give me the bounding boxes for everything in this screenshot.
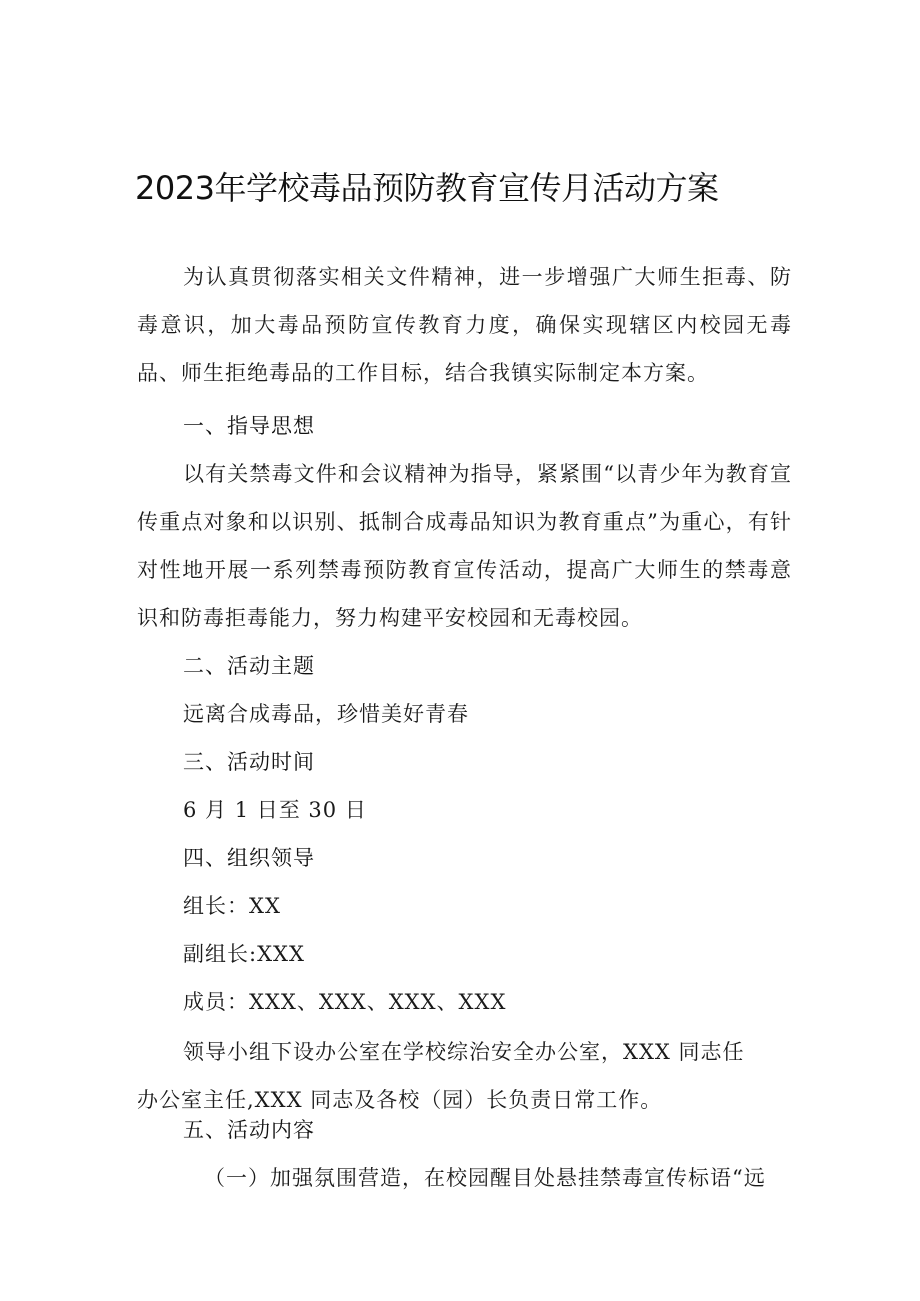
content-item-1: （一）加强氛围营造，在校园醒目处悬挂禁毒宣传标语“远 bbox=[204, 1166, 766, 1190]
section-heading-theme: 二、活动主题 bbox=[183, 654, 315, 678]
guiding-paragraph: 以有关禁毒文件和会议精神为指导，紧紧围“以青少年为教育宣传重点对象和以识别、抵制合成毒品知识为教育重点”为重心，有针对性地开展一系列禁毒预防教育宣传活动，提高广大师生的禁毒意识和防毒拒毒能力，努力构建平安校园和无毒校园。 bbox=[137, 462, 792, 630]
intro-paragraph: 为认真贯彻落实相关文件精神，进一步增强广大师生拒毒、防毒意识，加大毒品预防宣传教育力度，确保实现辖区内校园无毒品、师生拒绝毒品的工作目标，结合我镇实际制定本方案。 bbox=[137, 265, 792, 385]
document-title: 2023年学校毒品预防教育宣传月活动方案 bbox=[135, 169, 719, 207]
members-text: 成员：XXX、XXX、XXX、XXX bbox=[183, 990, 507, 1014]
section-heading-organization: 四、组织领导 bbox=[183, 846, 315, 870]
deputy-leader-text: 副组长:XXX bbox=[183, 942, 305, 966]
section-heading-guiding: 一、指导思想 bbox=[183, 414, 315, 438]
time-text: 6 月 1 日至 30 日 bbox=[183, 798, 367, 822]
office-paragraph: 领导小组下设办公室在学校综治安全办公室，XXX 同志任办公室主任,XXX 同志及各校（园）长负责日常工作。 bbox=[137, 1040, 745, 1112]
theme-text: 远离合成毒品，珍惜美好青春 bbox=[183, 702, 469, 726]
leader-text: 组长：XX bbox=[183, 894, 281, 918]
section-heading-content: 五、活动内容 bbox=[183, 1118, 315, 1142]
section-heading-time: 三、活动时间 bbox=[183, 750, 315, 774]
